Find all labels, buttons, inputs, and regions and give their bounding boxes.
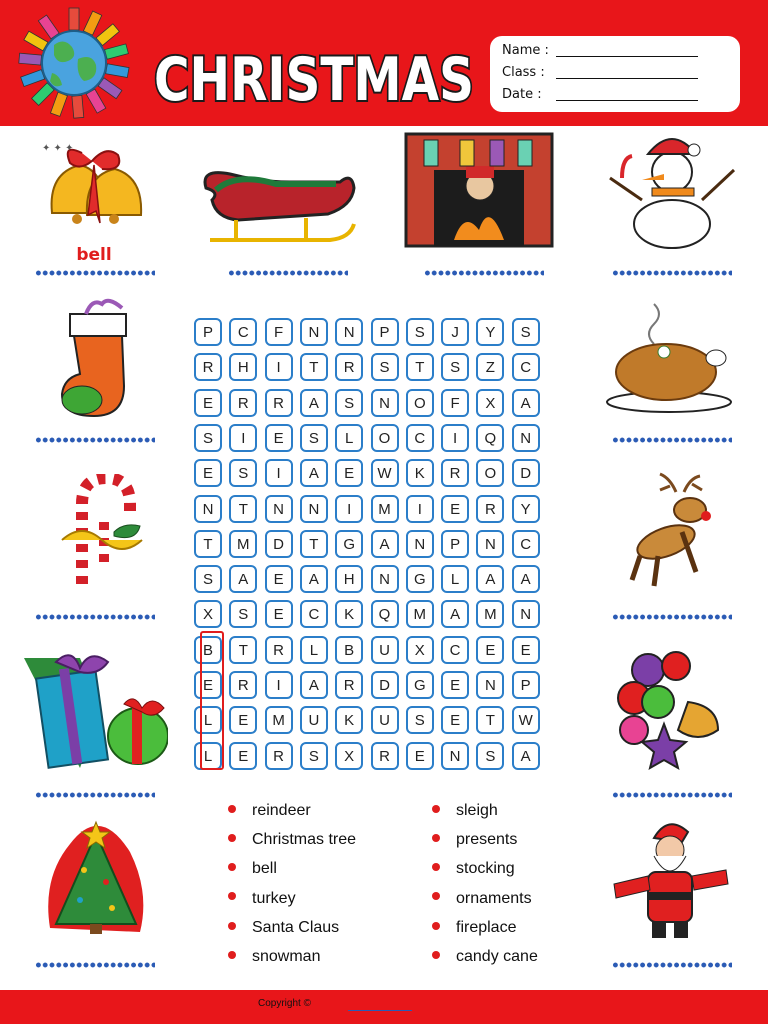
grid-cell[interactable]: T — [476, 706, 504, 734]
grid-cell[interactable]: X — [194, 600, 222, 628]
grid-cell[interactable]: O — [406, 389, 434, 417]
bullet-icon — [228, 922, 236, 930]
grid-cell[interactable]: N — [194, 495, 222, 523]
name-line[interactable] — [556, 56, 698, 57]
grid-cell[interactable]: W — [371, 459, 399, 487]
answer-line[interactable] — [612, 437, 732, 443]
grid-cell[interactable]: E — [265, 600, 293, 628]
grid-cell[interactable]: L — [335, 424, 363, 452]
answer-line[interactable] — [424, 270, 544, 276]
grid-cell[interactable]: Y — [476, 318, 504, 346]
word-list-item — [432, 918, 516, 938]
fireplace-icon — [404, 130, 554, 250]
bell-answer: bell — [76, 245, 112, 265]
santa-claus-picture — [604, 820, 734, 942]
presents-picture — [20, 648, 168, 772]
christmas-tree-icon — [44, 820, 148, 938]
grid-cell[interactable]: M — [371, 495, 399, 523]
grid-cell[interactable]: A — [300, 565, 328, 593]
grid-cell[interactable]: M — [265, 706, 293, 734]
found-word-highlight — [200, 631, 224, 770]
word-list-item — [432, 801, 498, 821]
grid-cell[interactable]: N — [512, 600, 540, 628]
grid-cell[interactable]: W — [512, 706, 540, 734]
grid-cell[interactable]: I — [265, 671, 293, 699]
grid-cell[interactable]: I — [265, 459, 293, 487]
class-line[interactable] — [556, 78, 698, 79]
word-list-item — [228, 830, 356, 850]
santa-claus-icon — [604, 820, 734, 942]
grid-cell[interactable]: S — [406, 318, 434, 346]
grid-cell[interactable]: K — [335, 706, 363, 734]
grid-cell[interactable]: N — [335, 318, 363, 346]
grid-cell[interactable]: N — [300, 495, 328, 523]
grid-cell[interactable]: L — [194, 742, 222, 770]
grid-cell[interactable]: E — [512, 636, 540, 664]
turkey-picture — [604, 294, 734, 416]
grid-cell[interactable]: N — [265, 495, 293, 523]
grid-cell[interactable]: O — [476, 459, 504, 487]
bullet-icon — [228, 805, 236, 813]
grid-cell[interactable]: E — [441, 495, 469, 523]
answer-line[interactable] — [35, 437, 155, 443]
answer-line[interactable] — [612, 792, 732, 798]
globe-pencils-logo — [10, 6, 138, 120]
word-list-item — [228, 947, 320, 967]
answer-line[interactable] — [35, 270, 155, 276]
sleigh-icon — [196, 160, 364, 248]
grid-cell[interactable]: S — [300, 742, 328, 770]
word-label: presents — [456, 831, 518, 849]
grid-cell[interactable]: L — [441, 565, 469, 593]
grid-cell[interactable]: T — [229, 495, 257, 523]
word-list-item — [432, 947, 538, 967]
answer-line[interactable] — [612, 270, 732, 276]
class-field[interactable] — [502, 63, 556, 83]
grid-cell[interactable]: P — [512, 671, 540, 699]
grid-cell[interactable]: I — [265, 353, 293, 381]
grid-cell[interactable]: A — [371, 530, 399, 558]
grid-cell[interactable]: G — [406, 671, 434, 699]
grid-cell[interactable]: F — [441, 389, 469, 417]
footer-bar — [0, 990, 768, 1024]
date-line[interactable] — [556, 100, 698, 101]
bullet-icon — [228, 892, 236, 900]
grid-cell[interactable]: A — [300, 459, 328, 487]
grid-cell[interactable]: A — [229, 565, 257, 593]
answer-line[interactable] — [612, 614, 732, 620]
word-list-item — [228, 859, 277, 879]
grid-cell[interactable]: A — [512, 742, 540, 770]
turkey-icon — [604, 294, 734, 416]
word-list-item — [432, 859, 515, 879]
grid-cell[interactable]: S — [335, 389, 363, 417]
date-field[interactable] — [502, 85, 556, 105]
grid-cell[interactable]: S — [406, 706, 434, 734]
grid-cell[interactable]: I — [406, 495, 434, 523]
grid-cell[interactable]: R — [229, 671, 257, 699]
grid-cell[interactable]: R — [371, 742, 399, 770]
grid-cell[interactable]: U — [371, 706, 399, 734]
grid-cell[interactable]: P — [194, 318, 222, 346]
bullet-icon — [432, 951, 440, 959]
grid-cell[interactable]: B — [194, 636, 222, 664]
ornaments-icon — [612, 646, 724, 774]
grid-cell[interactable]: S — [300, 424, 328, 452]
grid-cell[interactable]: A — [300, 671, 328, 699]
grid-cell[interactable]: H — [229, 353, 257, 381]
grid-cell[interactable]: E — [406, 742, 434, 770]
grid-cell[interactable]: M — [406, 600, 434, 628]
snowman-picture — [602, 128, 742, 250]
stocking-icon — [56, 296, 138, 418]
grid-cell[interactable]: E — [476, 636, 504, 664]
copyright-text: Copyright © — [258, 998, 311, 1009]
grid-cell[interactable]: R — [265, 742, 293, 770]
grid-cell[interactable]: K — [406, 459, 434, 487]
grid-cell[interactable]: F — [265, 318, 293, 346]
fireplace-picture — [404, 130, 554, 250]
candy-cane-icon — [42, 474, 150, 594]
grid-cell[interactable]: X — [476, 389, 504, 417]
grid-cell[interactable]: T — [406, 353, 434, 381]
grid-cell[interactable]: L — [300, 636, 328, 664]
snowman-icon — [602, 128, 742, 250]
grid-cell[interactable]: E — [335, 459, 363, 487]
grid-cell[interactable]: R — [265, 389, 293, 417]
grid-cell[interactable]: N — [371, 389, 399, 417]
grid-cell[interactable]: C — [406, 424, 434, 452]
grid-cell[interactable]: S — [194, 565, 222, 593]
bullet-icon — [432, 863, 440, 871]
grid-cell[interactable]: C — [441, 636, 469, 664]
grid-cell[interactable]: A — [512, 389, 540, 417]
grid-cell[interactable]: N — [441, 742, 469, 770]
grid-cell[interactable]: S — [476, 742, 504, 770]
grid-cell[interactable]: E — [194, 671, 222, 699]
grid-cell[interactable]: A — [476, 565, 504, 593]
bell-picture — [32, 133, 157, 248]
word-label: snowman — [252, 948, 321, 965]
bell-icon — [32, 133, 157, 248]
grid-cell[interactable]: I — [229, 424, 257, 452]
christmas-tree-picture — [44, 820, 148, 938]
grid-cell[interactable]: Y — [512, 495, 540, 523]
grid-cell[interactable]: P — [441, 530, 469, 558]
candy-cane-picture — [42, 474, 150, 594]
reindeer-icon — [618, 472, 726, 596]
grid-cell[interactable]: R — [335, 671, 363, 699]
grid-cell[interactable]: R — [265, 636, 293, 664]
grid-cell[interactable]: E — [265, 424, 293, 452]
word-label: reindeer — [252, 802, 311, 819]
grid-cell[interactable]: C — [300, 600, 328, 628]
grid-cell[interactable]: O — [371, 424, 399, 452]
answer-line[interactable] — [612, 962, 732, 968]
svg-text:✦ ✦ ✦: ✦ ✦ ✦ — [42, 143, 74, 154]
grid-cell[interactable]: L — [194, 706, 222, 734]
grid-cell[interactable]: N — [406, 530, 434, 558]
word-list-item — [432, 830, 517, 850]
class-label: Class : — [502, 65, 545, 80]
word-list-item — [228, 918, 339, 938]
bullet-icon — [432, 892, 440, 900]
svg-text:CHRISTMAS: CHRISTMAS — [154, 45, 474, 115]
grid-cell[interactable]: I — [441, 424, 469, 452]
grid-cell[interactable]: M — [229, 530, 257, 558]
grid-cell[interactable]: N — [300, 318, 328, 346]
grid-cell[interactable]: S — [229, 459, 257, 487]
grid-cell[interactable]: R — [476, 495, 504, 523]
word-list-item — [432, 889, 532, 909]
grid-cell[interactable]: E — [265, 565, 293, 593]
grid-cell[interactable]: S — [371, 353, 399, 381]
stocking-picture — [56, 296, 138, 418]
word-search-grid[interactable] — [194, 318, 579, 776]
grid-cell[interactable]: J — [441, 318, 469, 346]
answer-line[interactable] — [35, 614, 155, 620]
bullet-icon — [228, 951, 236, 959]
grid-cell[interactable]: E — [194, 459, 222, 487]
word-label: candy cane — [456, 948, 538, 965]
grid-cell[interactable]: Q — [371, 600, 399, 628]
grid-cell[interactable]: T — [194, 530, 222, 558]
grid-cell[interactable]: R — [441, 459, 469, 487]
bullet-icon — [432, 834, 440, 842]
grid-cell[interactable]: D — [265, 530, 293, 558]
grid-cell[interactable]: N — [371, 565, 399, 593]
word-label: Santa Claus — [252, 918, 340, 936]
grid-cell[interactable]: E — [194, 389, 222, 417]
name-field[interactable] — [502, 41, 556, 61]
bullet-icon — [432, 805, 440, 813]
grid-cell[interactable]: N — [512, 424, 540, 452]
grid-cell[interactable]: E — [229, 706, 257, 734]
word-label: sleigh — [456, 802, 498, 819]
grid-cell[interactable]: B — [335, 636, 363, 664]
grid-cell[interactable]: E — [441, 671, 469, 699]
bullet-icon — [228, 863, 236, 871]
grid-cell[interactable]: S — [229, 600, 257, 628]
grid-cell[interactable]: S — [441, 353, 469, 381]
grid-cell[interactable]: A — [441, 600, 469, 628]
grid-cell[interactable]: E — [441, 706, 469, 734]
grid-cell[interactable]: S — [194, 424, 222, 452]
ornaments-picture — [612, 646, 724, 774]
student-info-box — [490, 36, 740, 112]
grid-cell[interactable]: M — [476, 600, 504, 628]
grid-cell[interactable]: I — [335, 495, 363, 523]
grid-cell[interactable]: D — [512, 459, 540, 487]
answer-line[interactable] — [35, 792, 155, 798]
grid-cell[interactable]: C — [229, 318, 257, 346]
grid-cell[interactable]: R — [229, 389, 257, 417]
grid-cell[interactable]: A — [300, 389, 328, 417]
grid-cell[interactable]: K — [335, 600, 363, 628]
grid-cell[interactable]: C — [512, 530, 540, 558]
name-label: Name : — [502, 43, 549, 58]
grid-cell[interactable]: G — [406, 565, 434, 593]
grid-cell[interactable]: X — [335, 742, 363, 770]
header-banner — [0, 0, 768, 126]
grid-cell[interactable]: Z — [476, 353, 504, 381]
grid-cell[interactable]: Q — [476, 424, 504, 452]
grid-cell[interactable]: H — [335, 565, 363, 593]
bullet-icon — [228, 834, 236, 842]
answer-line[interactable] — [228, 270, 348, 276]
word-label: ornaments — [456, 889, 532, 907]
word-list-item — [228, 889, 296, 909]
page-title — [150, 22, 480, 122]
grid-cell[interactable]: U — [300, 706, 328, 734]
reindeer-picture — [618, 472, 726, 596]
grid-cell[interactable]: R — [194, 353, 222, 381]
grid-cell[interactable]: R — [335, 353, 363, 381]
word-label: stocking — [456, 860, 515, 878]
copyright-link-line[interactable] — [348, 1010, 412, 1011]
grid-cell[interactable]: N — [476, 530, 504, 558]
grid-cell[interactable]: N — [476, 671, 504, 699]
word-label: turkey — [252, 889, 296, 907]
grid-cell[interactable]: T — [300, 353, 328, 381]
grid-cell[interactable]: A — [512, 565, 540, 593]
word-list-item — [228, 801, 311, 821]
grid-cell[interactable]: U — [371, 636, 399, 664]
grid-cell[interactable]: E — [229, 742, 257, 770]
answer-line[interactable] — [35, 962, 155, 968]
date-label: Date : — [502, 87, 542, 102]
grid-cell[interactable]: P — [371, 318, 399, 346]
grid-cell[interactable]: T — [300, 530, 328, 558]
word-label: bell — [252, 860, 277, 878]
grid-cell[interactable]: X — [406, 636, 434, 664]
word-label: fireplace — [456, 918, 517, 936]
sleigh-picture — [196, 160, 364, 248]
grid-cell[interactable]: T — [229, 636, 257, 664]
word-label: Christmas tree — [252, 831, 357, 849]
grid-cell[interactable]: G — [335, 530, 363, 558]
grid-cell[interactable]: C — [512, 353, 540, 381]
grid-cell[interactable]: D — [371, 671, 399, 699]
bullet-icon — [432, 922, 440, 930]
grid-cell[interactable]: S — [512, 318, 540, 346]
presents-icon — [20, 648, 168, 772]
